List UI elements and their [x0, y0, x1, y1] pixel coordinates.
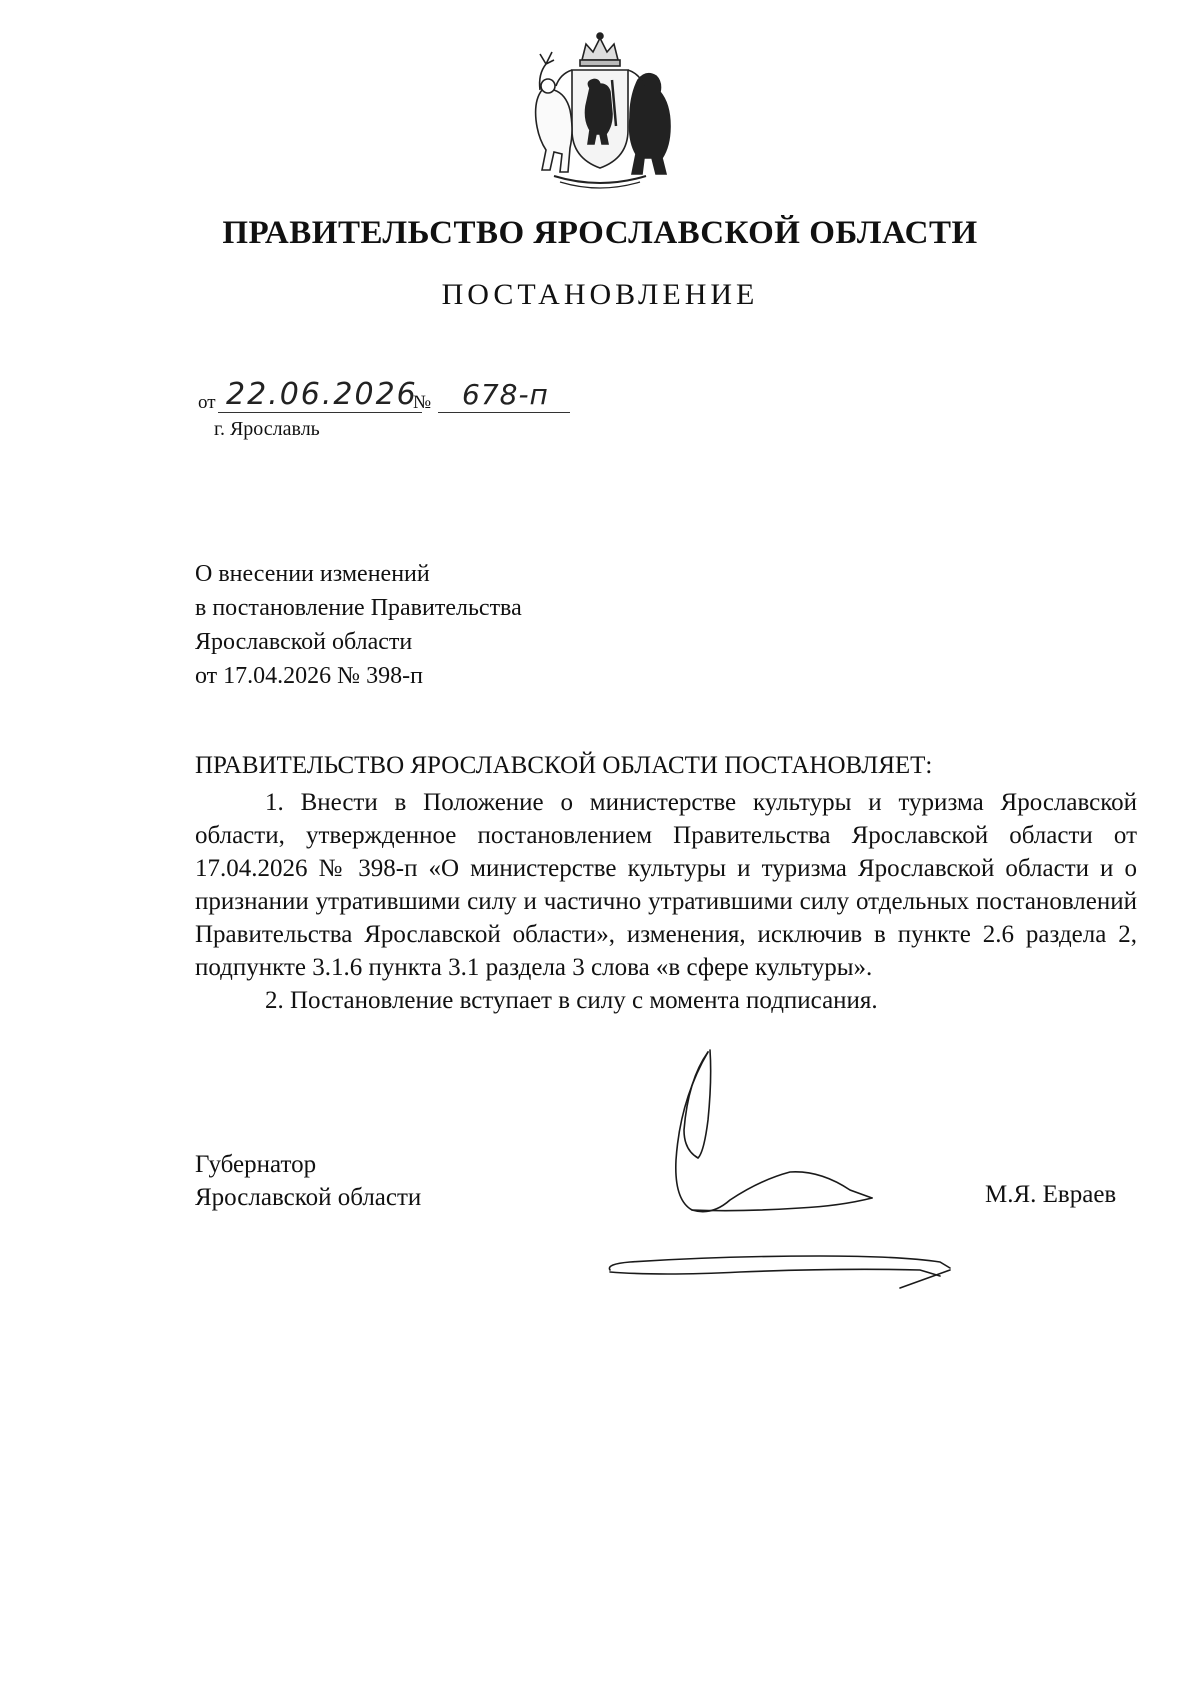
document-subject [195, 557, 522, 693]
date-prefix: от [198, 392, 216, 413]
document-type: ПОСТАНОВЛЕНИЕ [441, 278, 759, 311]
subject-line: от 17.04.2026 № 398-п [195, 663, 423, 689]
date-field: 22.06.2026 [218, 378, 422, 413]
handwritten-signature [600, 1040, 1000, 1290]
paragraph-1: 1. Внести в Положение о министерстве культуры и туризма Ярославской области, утвержденное постановлением Правительства Ярославской области от 17.04.2026 № 398-п «О министерстве культуры и туризма Ярославской области и о признании утратившими силу и частично утратившими силу отдельных постановлений Правительства Ярославской области», изменения, исключив в пункте 2.6 раздела 2, подпункте 3.1.6 пункта 3.1 раздела 3 слова «в сфере культуры». [195, 789, 1137, 981]
city-label: г. Ярославль [214, 418, 320, 440]
number-field: 678-п [438, 378, 570, 413]
signer-position [195, 1148, 421, 1214]
signer-name: М.Я. Евраев [985, 1181, 1117, 1208]
registration-line [198, 378, 598, 418]
coat-of-arms-icon [520, 30, 680, 196]
document-body [195, 786, 1137, 1017]
subject-line: О внесении изменений [195, 561, 430, 587]
signer-position-line: Ярославской области [195, 1184, 422, 1211]
subject-line: в постановление Правительства [195, 595, 522, 621]
government-title: ПРАВИТЕЛЬСТВО ЯРОСЛАВСКОЙ ОБЛАСТИ [222, 215, 978, 251]
decree-heading: ПРАВИТЕЛЬСТВО ЯРОСЛАВСКОЙ ОБЛАСТИ ПОСТАНОВЛЯЕТ: [195, 752, 933, 779]
number-sign: № [413, 392, 432, 413]
signer-position-line: Губернатор [195, 1151, 317, 1178]
subject-line: Ярославской области [195, 629, 413, 655]
paragraph-2: 2. Постановление вступает в силу с момента подписания. [265, 987, 878, 1014]
